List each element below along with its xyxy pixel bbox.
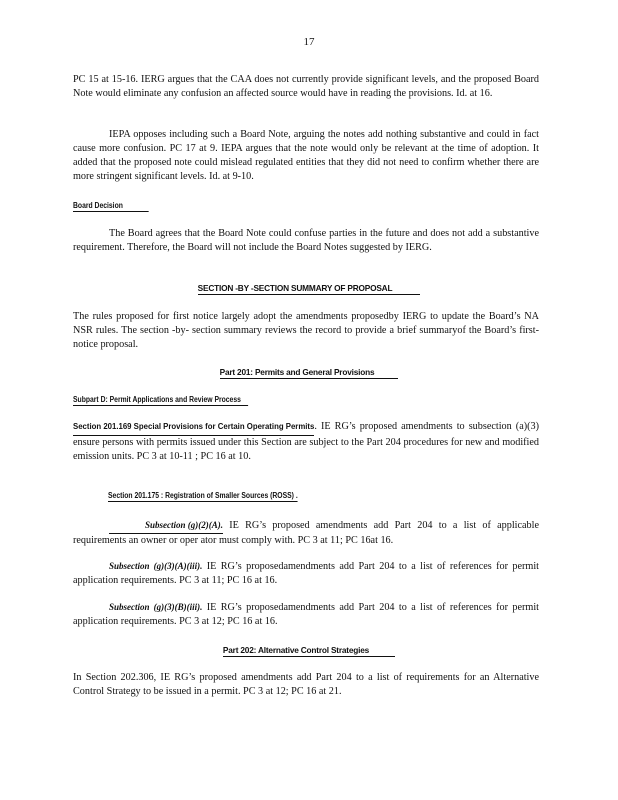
paragraph-subsection-g2a — [73, 518, 539, 548]
section-201-169-label: Section 201.169 Special Provisions for Certain Operating Permits — [73, 420, 314, 436]
heading-part-201: Part 201: Permits and General Provisions — [0, 367, 618, 377]
paragraph-section-202-306: In Section 202.306, IE RG’s proposed amendments add Part 204 to a list of requirements for an Alternative Control Strategy to be issued in a permit. PC 3 at 12; PC 16 at 21. — [73, 672, 539, 697]
heading-part-202: Part 202: Alternative Control Strategies — [0, 645, 618, 655]
subsection-g2a-text: IE RG’s proposed amendments add Part 204 to a list of applicable requirements an owner or oper ator must comply with. PC 3 at 11; PC 16at 16. — [73, 520, 539, 546]
subsection-g2a-label: Subsection (g)(2)(A). — [109, 518, 223, 534]
paragraph-iepa-opposes: IEPA opposes including such a Board Note, arguing the notes add nothing substantive and could in fact cause more confusion. PC 17 at 9. IEPA argues that the note would only be relevant at the time of adoption. It added that the proposed note could mislead regulated entities that they did not need to confirm whether there are more stringent significant levels. Id. at 9-10. — [73, 129, 539, 182]
subsection-g3aiii-text: IE RG’s proposedamendments add Part 204 to a list of references for permit application requirements. PC 3 at 11; PC 16 at 16. — [73, 561, 539, 586]
heading-section-201-175: Section 201.175 : Registration of Smaller Sources (ROSS) . — [108, 491, 298, 500]
subsection-g3aiii-label: Subsection (g)(3)(A)(iii). — [109, 561, 203, 571]
paragraph-board-agrees: The Board agrees that the Board Note could confuse parties in the future and does not add a substantive requirement. Therefore, the Board will not include the Board Notes suggested by IERG. — [73, 228, 539, 253]
page-number: 17 — [303, 36, 315, 48]
heading-board-decision: Board Decision — [73, 201, 148, 212]
paragraph-ierg-argument: PC 15 at 15-16. IERG argues that the CAA does not currently provide significant levels, and the proposed Board Note would eliminate any confusion an affected source would have in reading the provisions. Id. at 16. — [73, 74, 539, 99]
paragraph-subsection-g3biii — [73, 600, 539, 629]
paragraph-section-201-169 — [73, 420, 539, 464]
heading-subpart-d: Subpart D: Permit Applications and Review Process — [73, 395, 248, 406]
section-201-169-text: . IE RG’s proposed amendments to subsection (a)(3) ensure persons with permits issued under this Section are subject to the Part 204 procedures for new and modified emission units. PC 3 at 10-11 ; PC 16 at 10. — [73, 421, 539, 462]
paragraph-rules-proposed: The rules proposed for first notice largely adopt the amendments proposedby IERG to update the Board’s NA NSR rules. The section -by- section summary reviews the record to provide a brief summaryof the Board’s first-notice proposal. — [73, 311, 539, 350]
subsection-g3biii-text: IE RG’s proposedamendments add Part 204 to a list of references for permit application requirements. PC 3 at 12; PC 16 at 16. — [73, 602, 539, 627]
subsection-g3biii-label: Subsection (g)(3)(B)(iii). — [109, 602, 203, 612]
heading-section-summary: SECTION -BY -SECTION SUMMARY OF PROPOSAL — [0, 283, 618, 293]
paragraph-subsection-g3aiii — [73, 559, 539, 588]
